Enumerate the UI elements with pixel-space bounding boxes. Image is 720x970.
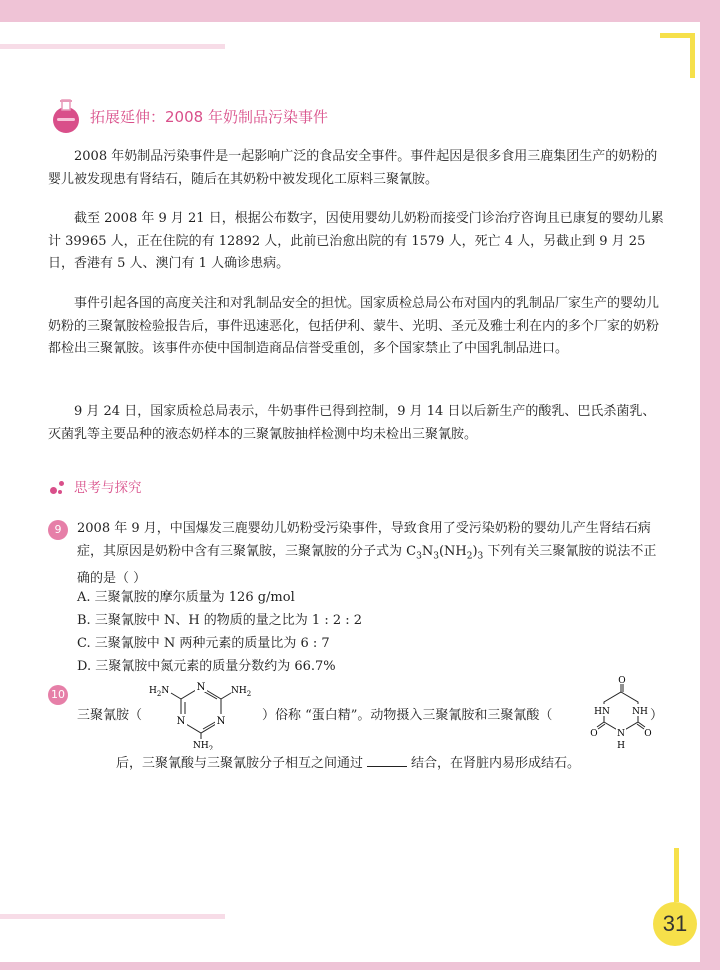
- melamine-nh2-right: $NH_2$: [231, 686, 252, 698]
- melamine-n-left: N: [176, 716, 186, 727]
- cyanuric-nh-right: NH: [632, 707, 648, 717]
- cyanuric-o-top: O: [618, 676, 626, 686]
- dots-icon: [48, 476, 68, 496]
- decor-bar-bottom-right: [674, 848, 679, 902]
- think-explore-title: 思考与探究: [74, 480, 142, 496]
- decor-corner-top-right: [660, 33, 695, 78]
- question-10-text-a: 三聚氰胺（: [77, 708, 143, 723]
- question-10-text-c: ）: [650, 708, 664, 723]
- cyanuric-o-right: O: [644, 729, 652, 739]
- melamine-structure: [145, 675, 257, 750]
- flask-icon: [48, 98, 84, 134]
- melamine-nh2-bottom: $NH_2$: [193, 741, 214, 750]
- cyanuric-h-bottom: H: [617, 741, 625, 751]
- cyanuric-n-bottom: N: [617, 729, 625, 739]
- cyanuric-o-left: O: [590, 729, 598, 739]
- cyanuric-acid-structure: [590, 672, 652, 754]
- paragraph-1: 2008 年奶制品污染事件是一起影响广泛的食品安全事件。事件起因是很多食用三鹿集团生产的奶粉的婴儿被发现患有肾结石，随后在其奶粉中被发现化工原料三聚氰胺。: [48, 149, 658, 187]
- melamine-n-right: N: [216, 716, 226, 727]
- paragraph-3: 事件引起各国的高度关注和对乳制品安全的担忧。国家质检总局公布对国内的乳制品厂家生产的婴幼儿奶粉的三聚氰胺检验报告后，事件迅速恶化，包括伊利、蒙牛、光明、圣元及雅士利在内的多个厂家的奶粉都检出三聚氰胺。该事件亦使中国制造商品信誉受重创，多个国家禁止了中国乳制品进口。: [48, 296, 660, 356]
- question-9-option-c: C. 三聚氰胺中 N 两种元素的质量比为 6 : 7: [77, 636, 330, 651]
- question-10-text-b: ）俗称 “蛋白精”。动物摄入三聚氰胺和三聚氰酸（: [262, 708, 553, 723]
- section-title: 拓展延伸：2008 年奶制品污染事件: [90, 107, 328, 126]
- question-9-badge: 9: [48, 520, 68, 540]
- question-9-option-a: A. 三聚氰胺的摩尔质量为 126 g/mol: [77, 590, 295, 605]
- melamine-h2n-left: $H_2N$: [149, 686, 170, 698]
- page-number: 31: [653, 902, 697, 946]
- melamine-n-top: N: [196, 682, 206, 693]
- paragraph-4: 9 月 24 日，国家质检总局表示，牛奶事件已得到控制，9 月 14 日以后新生产的酸乳、巴氏杀菌乳、灭菌乳等主要品种的液态奶样本的三聚氰胺抽样检测中均未检出三聚氰胺。: [48, 404, 656, 442]
- answer-blank[interactable]: [367, 754, 407, 767]
- question-9-option-d: D. 三聚氰胺中氮元素的质量分数约为 66.7%: [77, 659, 336, 674]
- question-9-stem: 2008 年 9 月，中国爆发三鹿婴幼儿奶粉受污染事件，导致食用了受污染奶粉的婴幼儿产生肾结石病症，其原因是奶粉中含有三聚氰胺，三聚氰胺的分子式为 $C_3N_3(NH_2)_3$ 下列有关三聚氰胺的说法不正确的是（ ）: [77, 521, 657, 586]
- paragraph-2: 截至 2008 年 9 月 21 日，根据公布数字，因使用婴幼儿奶粉而接受门诊治疗咨询且已康复的婴幼儿累计 39965 人，正在住院的有 12892 人，此前已治愈出院的有 1579 人，死亡 4 人，另截止到 9 月 25 日，香港有 5 人、澳门有 1 人确诊患病。: [48, 211, 664, 271]
- question-10-text-d: 后，三聚氰酸与三聚氰胺分子相互之间通过 结合，在肾脏内易形成结石。: [116, 756, 581, 771]
- cyanuric-hn-left: HN: [594, 707, 610, 717]
- question-9-option-b: B. 三聚氰胺中 N、H 的物质的量之比为 1 : 2 : 2: [77, 613, 363, 628]
- decor-bar-bottom: [0, 914, 225, 919]
- think-explore-heading: [48, 476, 142, 496]
- decor-bar-top: [0, 44, 225, 49]
- section-heading: [48, 98, 328, 134]
- question-10-badge: 10: [48, 685, 68, 705]
